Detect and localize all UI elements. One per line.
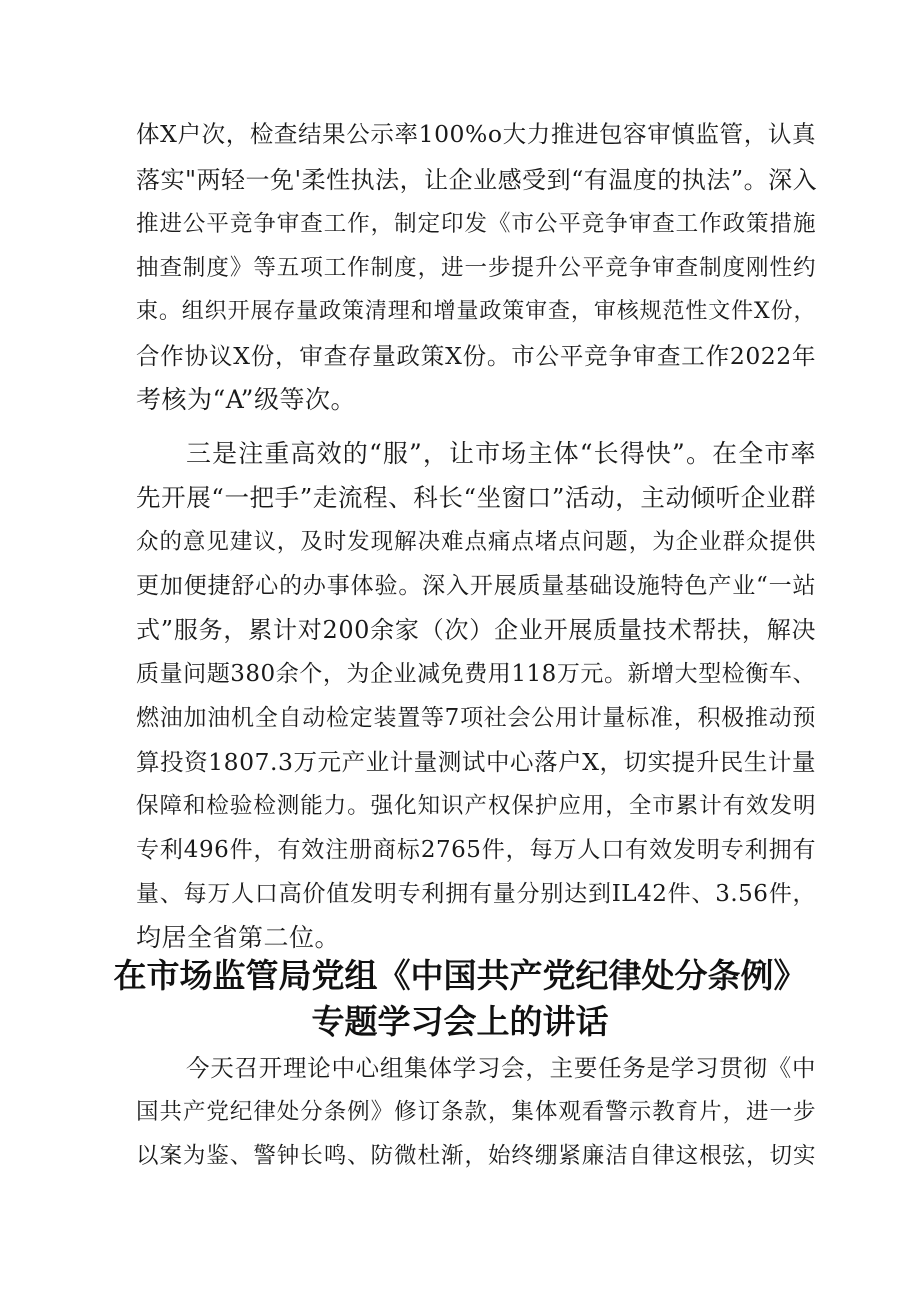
- text-line: 众的意见建议，及时发现解决难点痛点堵点问题，为企业群众提供: [136, 529, 816, 555]
- text-line: 量、每万人口高价值发明专利拥有量分别达到IL42件、3.56件，: [136, 881, 816, 907]
- text-line: 束。组织开展存量政策清理和增量政策审查，审核规范性文件X份，: [136, 299, 816, 324]
- text-line: 燃油加油机全自动检定装置等7项社会公用计量标准，积极推动预: [136, 705, 816, 731]
- text-line: 均居全省第二位。: [136, 923, 341, 952]
- text-line: 合作协议X份，审查存量政策X份。市公平竞争审查工作2022年: [136, 342, 816, 370]
- text-line: 质量问题380余个，为企业减免费用118万元。新增大型检衡车、: [136, 661, 816, 687]
- text-line: 以案为鉴、警钟长鸣、防微杜渐，始终绷紧廉洁自律这根弦，切实: [136, 1143, 816, 1169]
- text-line: 专利496件，有效注册商标2765件，每万人口有效发明专利拥有: [136, 837, 816, 863]
- text-line: 抽查制度》等五项工作制度，进一步提升公平竞争审查制度刚性约: [136, 255, 816, 281]
- heading-line-1: 在市场监管局党组《中国共产党纪律处分条例》: [113, 956, 807, 995]
- text-line: 国共产党纪律处分条例》修订条款，集体观看警示教育片，进一步: [136, 1099, 816, 1125]
- text-line: 更加便捷舒心的办事体验。深入开展质量基础设施特色产业“一站: [136, 573, 816, 599]
- text-line: 三是注重高效的“服”，让市场主体“长得快”。在全市率: [186, 439, 816, 468]
- text-line: 体X户次，检查结果公示率100%o大力推进包容审慎监管，认真: [136, 120, 816, 148]
- text-line: 式”服务，累计对200余家（次）企业开展质量技术帮扶，解决: [136, 616, 816, 644]
- text-line: 考核为“A”级等次。: [136, 385, 356, 414]
- text-line: 今天召开理论中心组集体学习会，主要任务是学习贯彻《中: [186, 1054, 816, 1082]
- heading-line-2: 专题学习会上的讲话: [311, 1002, 609, 1041]
- text-line: 落实"两轻一免'柔性执法，让企业感受到“有温度的执法”。深入: [136, 166, 818, 194]
- text-line: 先开展“一把手”走流程、科长“坐窗口”活动，主动倾听企业群: [136, 483, 816, 512]
- text-line: 推进公平竞争审查工作，制定印发《市公平竞争审查工作政策措施: [136, 211, 816, 237]
- text-line: 算投资1807.3万元产业计量测试中心落户X，切实提升民生计量: [136, 748, 816, 776]
- text-line: 保障和检验检测能力。强化知识产权保护应用，全市累计有效发明: [136, 793, 816, 819]
